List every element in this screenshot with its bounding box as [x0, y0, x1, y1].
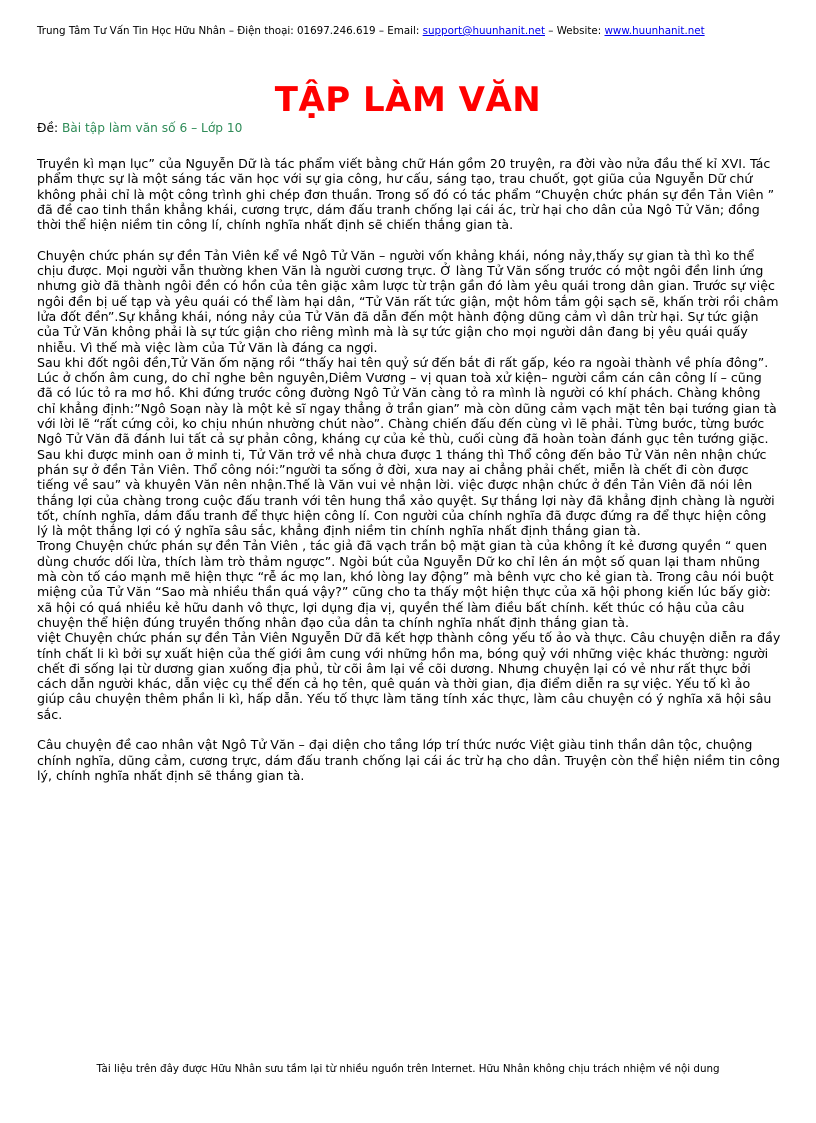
header-separator: – Website: — [545, 25, 605, 37]
prompt-label: Đề: — [37, 121, 62, 135]
prompt-value: Bài tập làm văn số 6 – Lớp 10 — [61, 121, 243, 135]
page-header — [37, 25, 797, 37]
paragraph-3: Sau khi đốt ngôi đền,Tử Văn ốm nặng rồi “thấy hai tên quỷ sứ đến bắt đi rất gấp, kéo ra ngoài thành về phía đông”. Lúc ở chốn âm cung, do chỉ nghe bên nguyên,Diêm Vương – vị quan toà xử kiện– người cầm cán cân công lí – cũng đã có lúc tỏ ra mơ hồ. Khi đứng trước công đường Ngô Tử Văn càng tỏ ra mình là người có khí phách. Chàng không chỉ khẳng định:”Ngô Soạn này là một kẻ sĩ ngay thẳng ở trần gian” mà còn dũng cảm vạch mặt tên bại tướng gian tà với lời lẽ “rất cứng cỏi, ko chịu nhún nhường chút nào”. Chàng chiến đấu đến cùng vì lẽ phải. Từng bước, từng bước Ngô Tử Văn đã đánh lui tất cả sự phản công, kháng cự của kẻ thù, cuối cùng đã hoàn toàn đánh gục tên tướng giặc. — [37, 354, 777, 447]
paragraph-intro: Truyền kì mạn lục” của Nguyễn Dữ là tác phẩm viết bằng chữ Hán gồm 20 truyện, ra đời vào nửa đầu thế kỉ XVI. Tác phẩm thực sự là một sáng tác văn học với sự gia công, hư cấu, sáng tạo, trau chuốt, gọt giũa của Nguyễn Dữ chứ không phải chỉ là một công trình ghi chép đơn thuần. Trong số đó có tác phẩm “Chuyện chức phán sự đền Tản Viên ” đã đề cao tinh thần khẳng khái, cương trực, dám đấu tranh chống lại cái ác, trừ hại cho dân của Ngô Tử Văn; đồng thời thể hiện niềm tin công lí, chính nghĩa nhất định sẽ chiến thắng gian tà. — [37, 156, 775, 233]
email-link[interactable]: support@huunhanit.net — [422, 25, 545, 37]
paragraph-2: Chuyện chức phán sự đền Tản Viên kể về Ngô Tử Văn – người vốn khảng khái, nóng nảy,thấy sự gian tà thì ko thể chịu được. Mọi người vẫn thường khen Văn là người cương trực. Ở làng Tử Văn sống trước có một ngôi đền linh ứng nhưng giờ đã thành ngôi đền có hồn của tên giặc xâm lược từ trận gần đó làm yêu quái trong dân gian. Trước sự việc ngôi đền bị uế tạp và yêu quái có thể làm hại dân, “Tử Văn rất tức giận, một hôm tắm gội sạch sẽ, khấn trời rồi châm lửa đốt đền”.Sự khẳng khái, nóng nảy của Tử Văn đã dẫn đến một hành động dũng cảm vì dân trừ hại. Sự tức giận của Tử Văn không phải là sự tức giận cho riêng mình mà là sự tức giận cho mọi người dân đang bị yêu quái quấy nhiễu. Vì thế mà việc làm của Tử Văn là đáng ca ngợi. — [37, 247, 779, 355]
assignment-prompt — [37, 121, 242, 135]
paragraph-conclusion: Câu chuyện đề cao nhân vật Ngô Tử Văn – đại diện cho tầng lớp trí thức nước Việt giàu tinh thần dân tộc, chuộng chính nghĩa, dũng cảm, cương trực, dám đấu tranh chống lại cái ác trừ hạ cho dân. Truyện còn thể hiện niềm tin công lý, chính nghĩa nhất định sẽ thắng gian tà. — [37, 737, 780, 783]
essay-body — [37, 156, 781, 783]
paragraph-5: Trong Chuyện chức phán sự đền Tản Viên , tác giả đã vạch trần bộ mặt gian tà của không ít kẻ đương quyền “ quen dùng chước dối lừa, thích làm trò thảm ngược”. Ngòi bút của Nguyễn Dữ ko chỉ lên án một số quan lại tham nhũng mà còn tố cáo mạnh mẽ hiện thực “rễ ác mọ lan, khó lòng lay động” mà bênh vực cho kẻ gian tà. Trong câu nói buột miệng của Tử Văn “Sao mà nhiều thần quá vậy?” cũng cho ta thấy một hiện thực của xã hội phong kiến lúc bấy giờ: xã hội có quá nhiều kẻ hữu danh vô thực, lợi dụng địa vị, quyền thế làm điều bất chính. kết thúc có hậu của câu chuyện thể hiện đúng truyền thống nhân đạo của dân ta chính nghĩa nhất định thắng gian tà. — [37, 538, 774, 630]
page-title: TẬP LÀM VĂN — [274, 80, 542, 120]
paragraph-4: Sau khi được minh oan ở minh ti, Tử Văn trở về nhà chưa được 1 tháng thì Thổ công đến bảo Tử Văn nên nhận chức phán sự ở đền Tản Viên. Thổ công nói:”người ta sống ở đời, xưa nay ai chẳng phải chết, miễn là chết đi còn được tiếng về sau” và khuyên Văn nên nhận.Thế là Văn vui vẻ nhận lời. việc được nhận chức ở đền Tản Viên đã nói lên thắng lợi của chàng trong cuộc đấu tranh với tên hung thầ xảo quyệt. Sự thắng lợi này đã khẳng định chàng là người tốt, chính nghĩa, dám đấu tranh để thực hiện công lí. Con người của chính nghĩa đã được đứng ra để thực hiện công lý là một thắng lợi có ý nghĩa sâu sắc, khẳng định niềm tin chính nghĩa nhất định thắng gian tà. — [37, 446, 775, 539]
paragraph-6: việt Chuyện chức phán sự đền Tản Viên Nguyễn Dữ đã kết hợp thành công yếu tố ảo và thực. Câu chuyện diễn ra đầy tính chất li kì bởi sự xuất hiện của thế giới âm cung với những hồn ma, bóng quỷ với những việc khác thường: người chết đi sống lại từ dương gian xuống địa phủ, từ cõi âm lại về cõi dương. Nhưng chuyện lại có vẻ như rất thực bởi cách dẫn người khác, dẫn việc cụ thể đến cả họ tên, quê quán và thời gian, địa điểm diễn ra sự việc. Yếu tố kì ảo giúp câu chuyện thêm phần li kì, hấp dẫn. Yếu tố thực làm tăng tính xác thực, làm câu chuyện có ý nghĩa xã hội sâu sắc. — [37, 630, 781, 722]
website-link[interactable]: www.huunhanit.net — [604, 25, 705, 37]
page-footer: Tài liệu trên đây được Hữu Nhân sưu tầm lại từ nhiều nguồn trên Internet. Hữu Nhân không chịu trách nhiệm về nội dung — [96, 1063, 720, 1075]
header-contact-text: Trung Tâm Tư Vấn Tin Học Hữu Nhân – Điện thoại: 01697.246.619 – Email: — [37, 25, 423, 37]
